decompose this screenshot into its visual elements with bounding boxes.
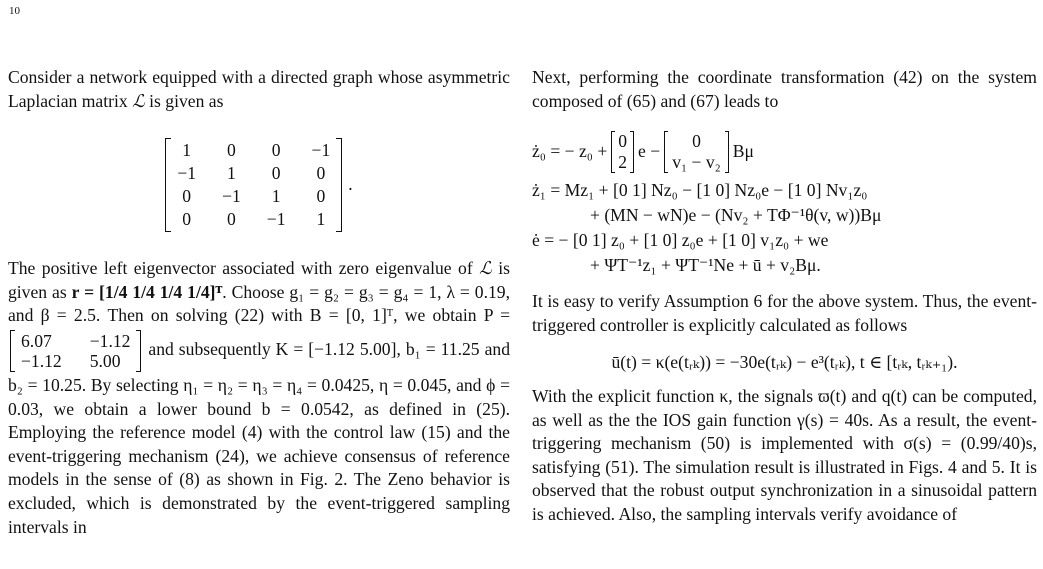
vec2-cell: 0 [692,131,701,152]
eq4: ė = − [0 1] z₀ + [1 0] z₀e + [1 0] v₁z₀ + we [532,229,829,250]
left-p1-text: Consider a network equipped with a directed graph whose asymmetric Laplacian matrix [8,67,510,111]
page-number: 10 [9,5,20,17]
equation-e-cont [532,253,1037,278]
left-p2b: is given as [8,258,510,302]
system-equations [532,126,1037,278]
laplacian-cell: −1 [177,163,197,184]
vec1-cell: 2 [618,152,628,173]
laplacian-cell: 0 [316,186,326,207]
eq1-lhs: ż₀ = − z₀ + [532,141,608,162]
eigenvector: r = [1/4 1/4 1/4 1/4]ᵀ [71,281,223,302]
left-p1-end: is given as [149,90,224,111]
laplacian-cell: −1 [311,140,331,161]
laplacian-cell: −1 [222,186,241,207]
controller-equation: ū(t) = κ(e(tᵣₖ)) = −30e(tᵣₖ) − e³(tᵣₖ), t ∈ [tᵣₖ, tᵣₖ₊₁). [611,352,958,373]
laplacian-symbol-2: ℒ [479,258,492,279]
vec2-cell: v₁ − v₂ [672,152,721,173]
eq5: + ΨT⁻¹z₁ + ΨT⁻¹Ne + ū + v₂Bμ. [590,254,821,275]
eq1-vector-1 [611,131,634,173]
eq1-vector-2 [664,131,729,173]
matrix-p-cell: 6.07 [21,330,52,351]
laplacian-cell: 1 [316,209,326,230]
laplacian-cell: 0 [182,209,192,230]
equation-z1-cont [532,203,1037,228]
laplacian-cell: 0 [227,140,236,161]
eq1-end: Bμ [732,141,754,162]
matrix-p-cell: −1.12 [89,330,131,351]
matrix-p [10,330,141,372]
equation-e [532,228,1037,253]
laplacian-cell: 0 [227,209,236,230]
left-column [8,66,510,539]
left-p2c: . Choose g₁ = g₂ = g₃ = g₄ = 1, λ = 0.19, and β = 2.5. Then on solving (22) with B = [0, 1]ᵀ, we obtain P = [8,281,510,326]
right-paragraph-3: With the explicit function κ, the signals ϖ(t) and q(t) can be computed, as well as the the IOS gain function γ(s) = 40s. As a result, the event-triggering mechanism (50) is implemented with σ(s) = (0.99/40)s, satisfying (51). The simulation result is illustrated in Figs. 4 and 5. It is observed that the robust output synchronization in a sinusoidal pattern is achieved. Also, the sampling intervals verify avoidance of [532,385,1037,524]
matrix-p-cell: 5.00 [89,350,121,371]
laplacian-symbol: ℒ [132,90,145,111]
left-paragraph-2 [8,257,510,539]
laplacian-cell: 0 [316,163,326,184]
laplacian-cell: 1 [182,140,192,161]
laplacian-cell: 1 [271,186,281,207]
laplacian-cell: 0 [271,140,281,161]
laplacian-matrix [165,138,342,232]
matrix-p-cell: −1.12 [21,350,62,371]
equation-z0 [532,126,1037,178]
right-paragraph-1: Next, performing the coordinate transformation (42) on the system composed of (65) and (67) leads to [532,67,1037,111]
right-paragraph-2: It is easy to verify Assumption 6 for the above system. Thus, the event-triggered controller is explicitly calculated as follows [532,291,1037,335]
eq1-mid: e − [638,141,661,162]
eq3: + (MN − wN)e − (Nv₂ + TΦ⁻¹θ(v, w))Bμ [590,204,882,225]
laplacian-cell: 0 [271,163,281,184]
right-column [532,66,1037,527]
left-paragraph-1 [8,66,510,113]
left-p2a: The positive left eigenvector associated with zero eigenvalue of [8,258,473,279]
laplacian-cell: −1 [266,209,286,230]
laplacian-cell: 1 [227,163,236,184]
eq2: ż₁ = Mz₁ + [0 1] Nz₀ − [1 0] Nz₀e − [1 0] Nv₁z₀ [532,179,868,200]
left-p2d: and subsequently K = [−1.12 5.00], b₁ = 11.25 and b₂ = 10.25. By selecting η₁ = η₂ = η₃ = η₄ = 0.0425, η = 0.045, and ϕ = 0.03, we obtain a lower bound b = 0.0542, as defined in (25). Employing the reference model (4) with the control law (15) and the event-triggering mechanism (24), we achieve consensus of reference models in the sense of (8) as shown in Fig. 2. The Zeno behavior is excluded, which is demonstrated by the event-triggered sampling intervals in [8,339,510,537]
laplacian-cell: 0 [182,186,192,207]
laplacian-matrix-display: 1 0 0 −1 −1 1 0 0 0 −1 1 0 0 0 −1 1 . [8,133,510,237]
equation-z1 [532,178,1037,203]
vec1-cell: 0 [618,131,628,152]
